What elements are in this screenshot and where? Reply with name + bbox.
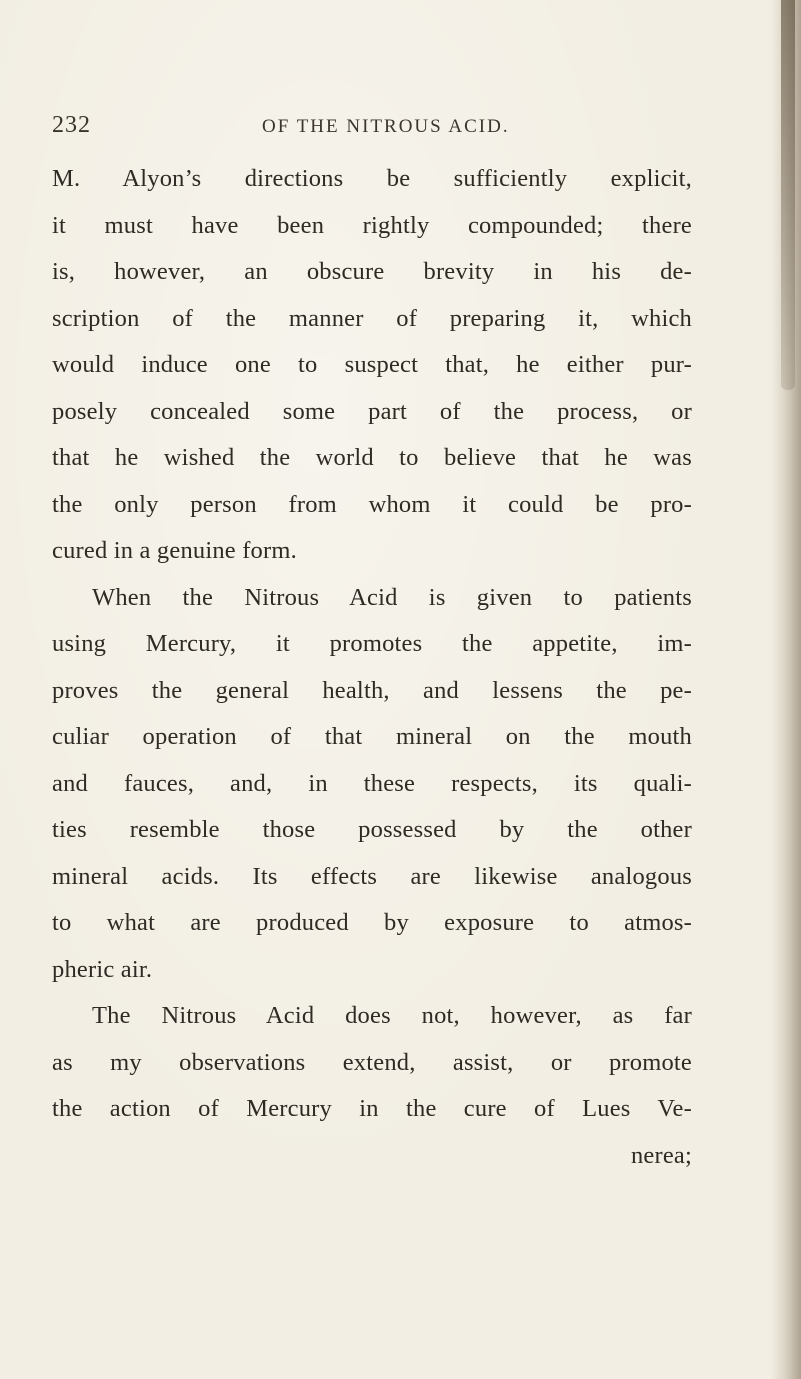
page-edge-stain <box>781 0 795 390</box>
text-line: ties resemble those possessed by the other <box>52 816 692 843</box>
text-line: is, however, an obscure brevity in his de- <box>52 258 692 285</box>
catchword-line: nerea; <box>630 1141 692 1169</box>
paragraph-end-line: pheric air. <box>52 955 153 983</box>
text-line: proves the general health, and lessens the pe- <box>52 676 692 704</box>
text-line: would induce one to suspect that, he either pur- <box>52 351 692 378</box>
text-line: to what are produced by exposure to atmos- <box>52 909 692 936</box>
text-line: M. Alyon’s directions be sufficiently explicit, <box>52 165 692 192</box>
paragraph-end-line: cured in a genuine form. <box>52 537 297 564</box>
text-line: culiar operation of that mineral on the mouth <box>52 723 692 750</box>
text-line: the action of Mercury in the cure of Lues Ve- <box>52 1095 692 1122</box>
running-head <box>52 112 692 152</box>
text-line: using Mercury, it promotes the appetite, im- <box>52 630 692 657</box>
paragraph-start-line: When the Nitrous Acid is given to patients <box>92 583 692 611</box>
text-line: as my observations extend, assist, or promote <box>52 1048 692 1076</box>
text-line: it must have been rightly compounded; there <box>52 211 692 239</box>
text-line: posely concealed some part of the process, or <box>52 397 692 425</box>
running-title: OF THE NITROUS ACID. <box>262 116 510 137</box>
text-line: and fauces, and, in these respects, its quali- <box>52 769 692 797</box>
paragraph-start-line: The Nitrous Acid does not, however, as far <box>92 1002 692 1029</box>
text-line: mineral acids. Its effects are likewise analogous <box>52 862 692 890</box>
page-number: 232 <box>52 112 91 138</box>
text-line: that he wished the world to believe that he was <box>52 444 692 471</box>
text-line: the only person from whom it could be pro- <box>52 490 692 518</box>
text-line: scription of the manner of preparing it, which <box>52 304 692 332</box>
body-text <box>52 156 692 1179</box>
